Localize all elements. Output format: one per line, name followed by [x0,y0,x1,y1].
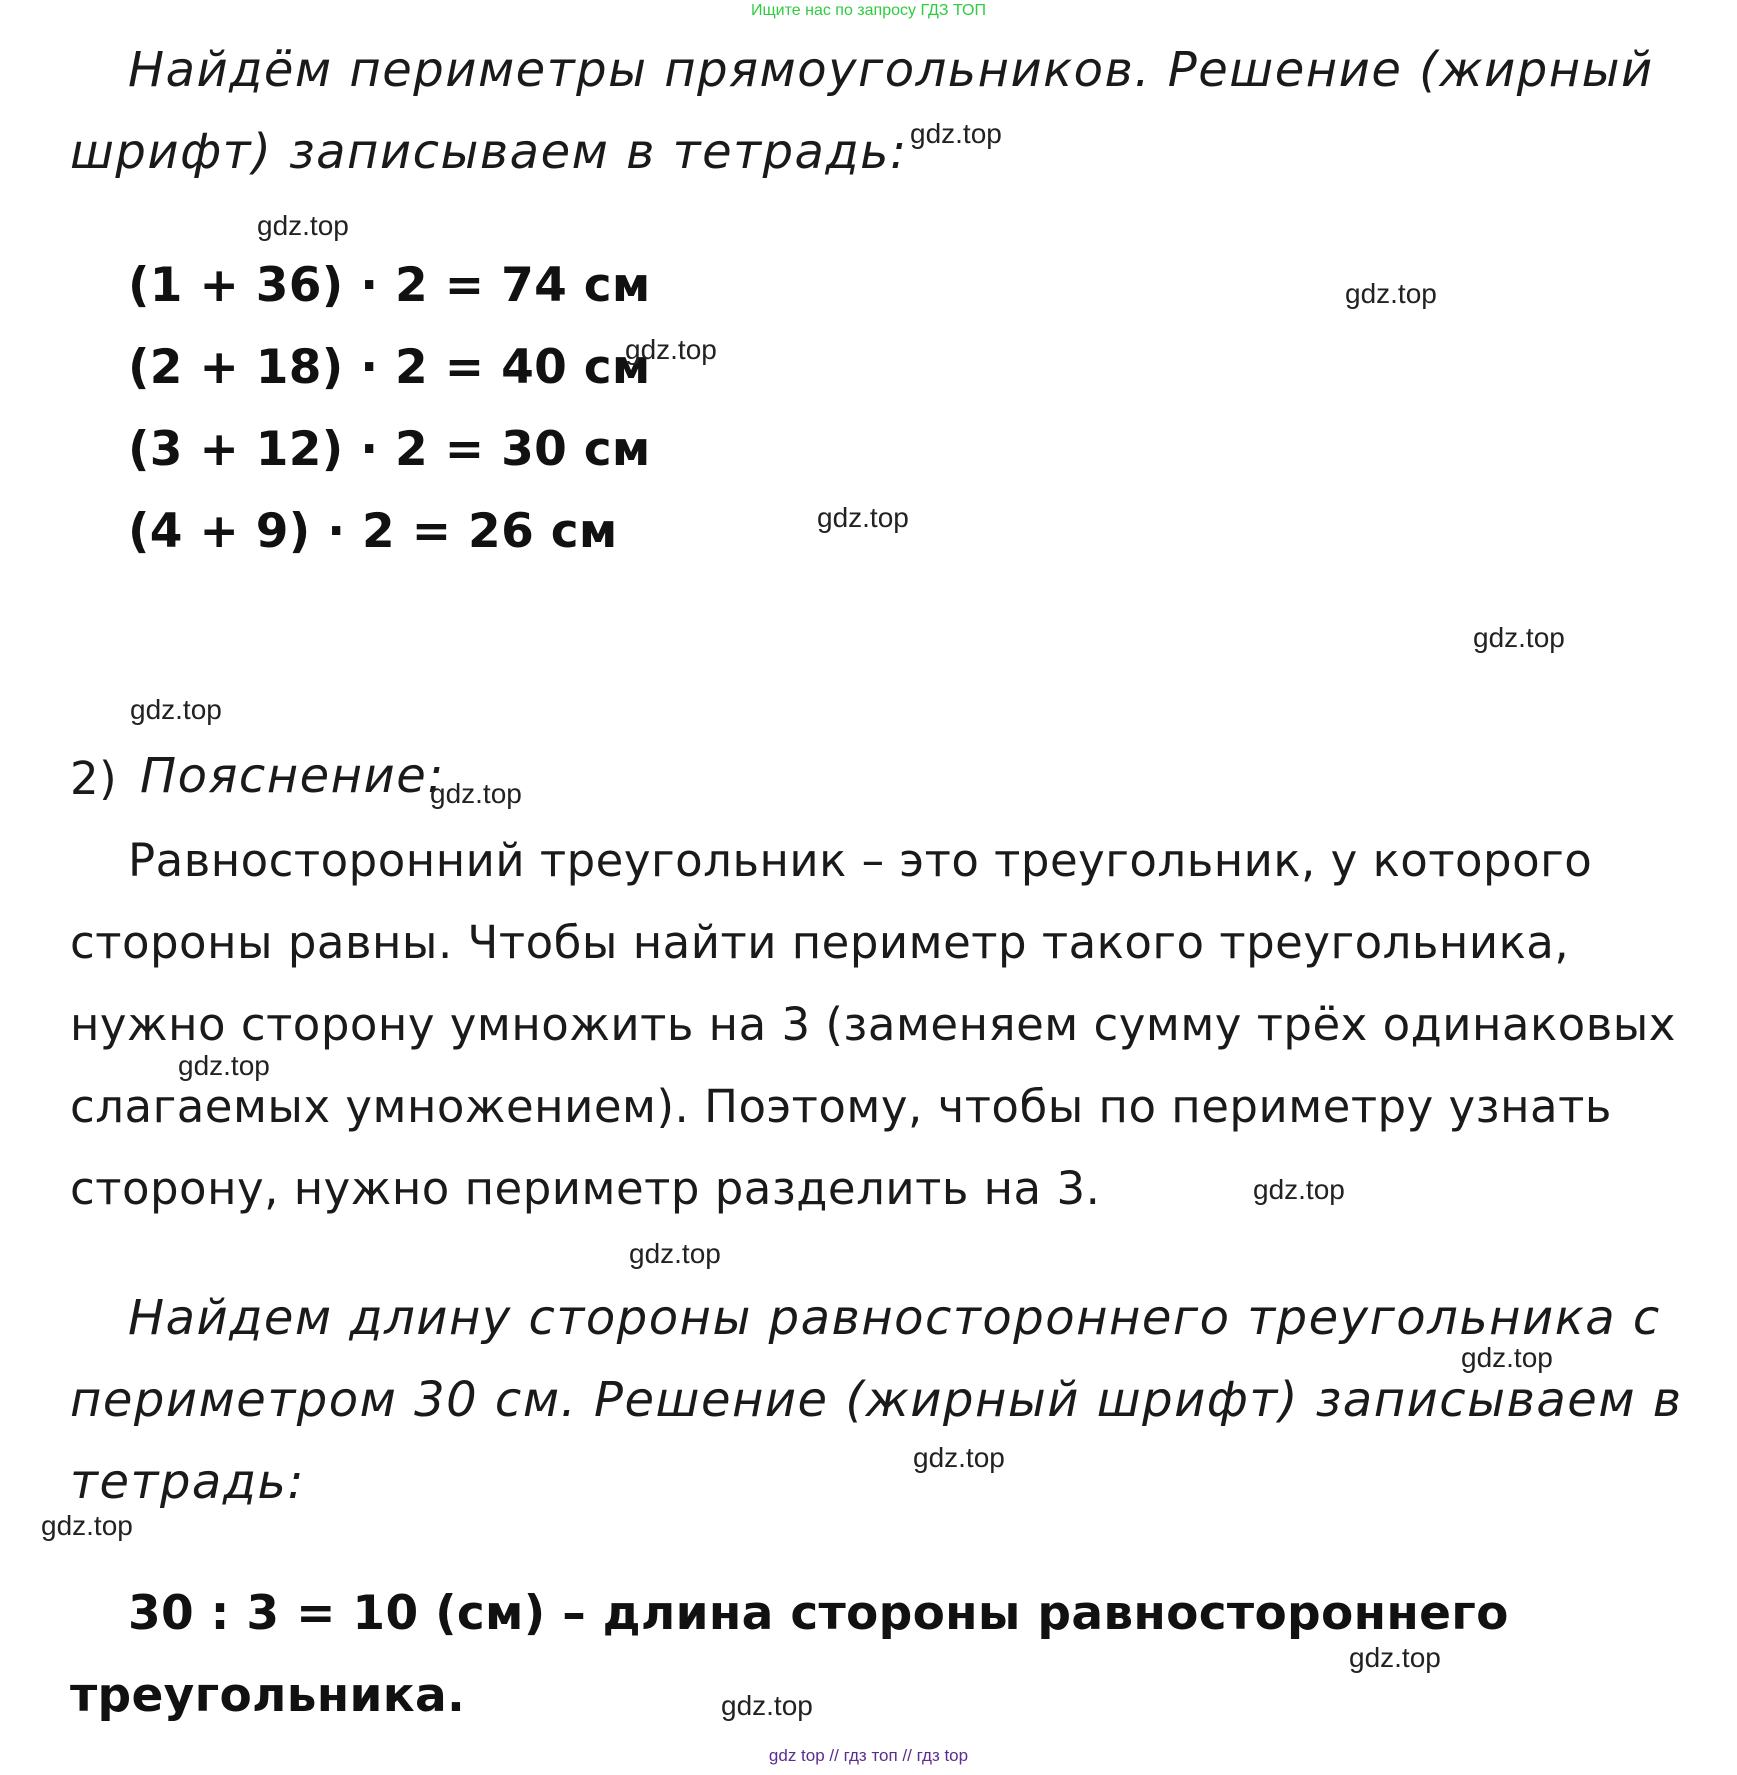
watermark: gdz.top [41,1510,133,1541]
equation-2: (2 + 18) · 2 = 40 см [128,340,651,395]
task-line-3: тетрадь: [70,1454,305,1510]
watermark: gdz.top [817,502,909,533]
solution-line-2: треугольника. [70,1668,466,1723]
watermark: gdz.top [1461,1342,1553,1373]
watermark: gdz.top [910,118,1002,149]
part-2-number: 2) [70,752,118,805]
watermark: gdz.top [178,1050,270,1081]
watermark: gdz.top [913,1442,1005,1473]
watermark: gdz.top [1473,622,1565,653]
watermark: gdz.top [257,210,349,241]
watermark: gdz.top [130,694,222,725]
watermark: gdz.top [721,1690,813,1721]
footer-links[interactable]: gdz top // гдз топ // гдз top [768,1746,969,1765]
explanation-line-3: нужно сторону умножить на 3 (заменяем сумму трёх одинаковых [70,998,1676,1051]
solution-line-1: 30 : 3 = 10 (см) – длина стороны равностороннего [128,1586,1509,1641]
equation-3: (3 + 12) · 2 = 30 см [128,422,651,477]
task-line-2: периметром 30 см. Решение (жирный шрифт) записываем в [70,1372,1683,1428]
equation-4: (4 + 9) · 2 = 26 см [128,504,618,559]
intro-line-2: шрифт) записываем в тетрадь: [70,124,908,180]
explanation-line-1: Равносторонний треугольник – это треугольник, у которого [128,834,1593,887]
watermark: gdz.top [1349,1642,1441,1673]
explanation-line-2: стороны равны. Чтобы найти периметр такого треугольника, [70,916,1570,969]
watermark: gdz.top [625,334,717,365]
watermark: gdz.top [430,778,522,809]
search-hint-link[interactable]: Ищите нас по запросу ГДЗ ТОП [751,2,986,19]
explanation-line-4: слагаемых умножением). Поэтому, чтобы по периметру узнать [70,1080,1612,1133]
watermark: gdz.top [629,1238,721,1269]
equation-1: (1 + 36) · 2 = 74 см [128,258,651,313]
watermark: gdz.top [1253,1174,1345,1205]
explanation-label: Пояснение: [140,748,445,804]
intro-line-1: Найдём периметры прямоугольников. Решение (жирный [128,42,1654,98]
task-line-1: Найдем длину стороны равностороннего треугольника с [128,1290,1661,1346]
watermark: gdz.top [1345,278,1437,309]
explanation-line-5: сторону, нужно периметр разделить на 3. [70,1162,1101,1215]
